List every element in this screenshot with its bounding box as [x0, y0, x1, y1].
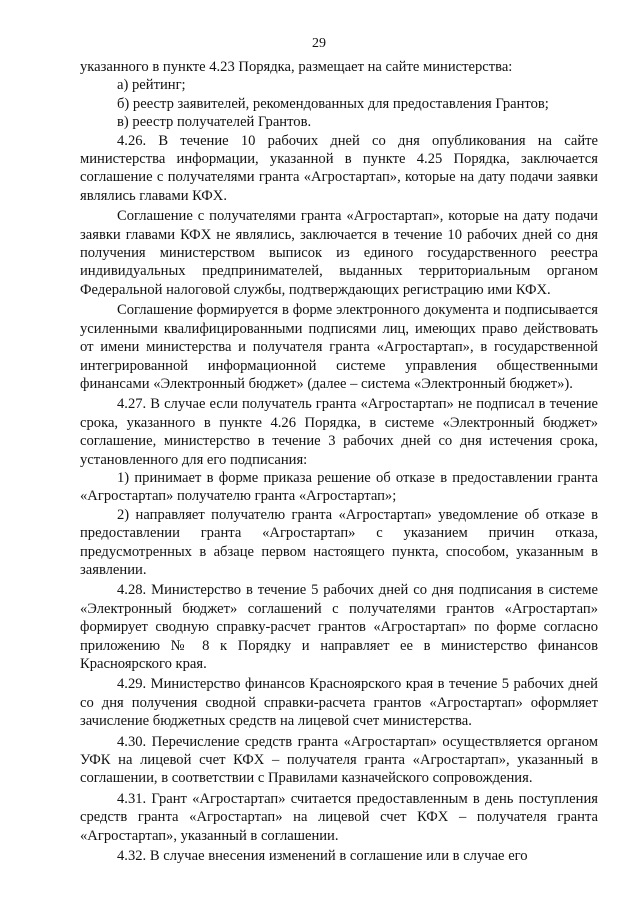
paragraph: 4.26. В течение 10 рабочих дней со дня опубликования на сайте министерства информации, указанной в пункте 4.25 Порядка, заключается соглашение с получателями гранта «Агростартап», которые на дату подачи заявки являлись главами КФХ. [80, 132, 598, 204]
paragraph: 4.32. В случае внесения изменений в соглашение или в случае его [117, 848, 528, 865]
paragraph: 4.31. Грант «Агростартап» считается предоставленным в день поступления средств гранта «Агростартап» на лицевой счет КФХ – получателя гранта «Агростартап», указанный в соглашении. [80, 790, 598, 844]
paragraph: 4.29. Министерство финансов Красноярского края в течение 5 рабочих дней со дня получения сводной справки-расчета грантов «Агростартап» оформляет зачисление бюджетных средств на лицевой счет министерства. [80, 676, 598, 730]
list-item: 1) принимает в форме приказа решение об отказе в предоставлении гранта «Агростартап» получателю гранта «Агростартап»; [80, 469, 598, 505]
paragraph: Соглашение формируется в форме электронного документа и подписывается усиленными квалифицированными подписями лиц, имеющих право действовать от имени министерства и получателя гранта «Агростартап», в государственной интегрированной информационной системе управления общественными финансами «Электронный бюджет» (далее – система «Электронный бюджет»). [80, 302, 598, 392]
paragraph: 4.27. В случае если получатель гранта «Агростартап» не подписал в течение срока, указанного в пункте 4.26 Порядка, в системе «Электронный бюджет» соглашение, министерство в течение 3 рабочих дней со дня истечения срока, установленного для его подписания: [80, 396, 598, 468]
page-number: 29 [312, 36, 326, 51]
paragraph: указанного в пункте 4.23 Порядка, размещает на сайте министерства: [80, 59, 513, 75]
list-item: в) реестр получателей Грантов. [117, 114, 312, 131]
paragraph: 4.28. Министерство в течение 5 рабочих дней со дня подписания в системе «Электронный бюджет» соглашений с получателями грантов «Агростартап» формирует сводную справку-расчет грантов «Агростартап» по форме согласно приложению № 8 к Порядку и направляет ее в министерство финансов Красноярского края. [80, 582, 598, 672]
list-item: 2) направляет получателю гранта «Агростартап» уведомление об отказе в предоставлении гранта «Агростартап» с указанием причин отказа, предусмотренных в абзаце первом настоящего пункта, способом, указанным в заявлении. [80, 506, 598, 578]
paragraph: 4.30. Перечисление средств гранта «Агростартап» осуществляется органом УФК на лицевой счет КФХ – получателя гранта «Агростартап», указанный в соглашении, в соответствии с Правилами казначейского сопровождения. [80, 733, 598, 787]
paragraph: Соглашение с получателями гранта «Агростартап», которые на дату подачи заявки главами КФХ не являлись, заключается в течение 10 рабочих дней со дня получения министерством выписок из единого государственного реестра индивидуальных предпринимателей, выданных территориальным органом Федеральной налоговой службы, подтверждающих регистрацию ими КФХ. [80, 208, 598, 298]
document-body [80, 58, 598, 865]
list-item: а) рейтинг; [117, 77, 186, 94]
list-item: б) реестр заявителей, рекомендованных для предоставления Грантов; [117, 95, 549, 112]
